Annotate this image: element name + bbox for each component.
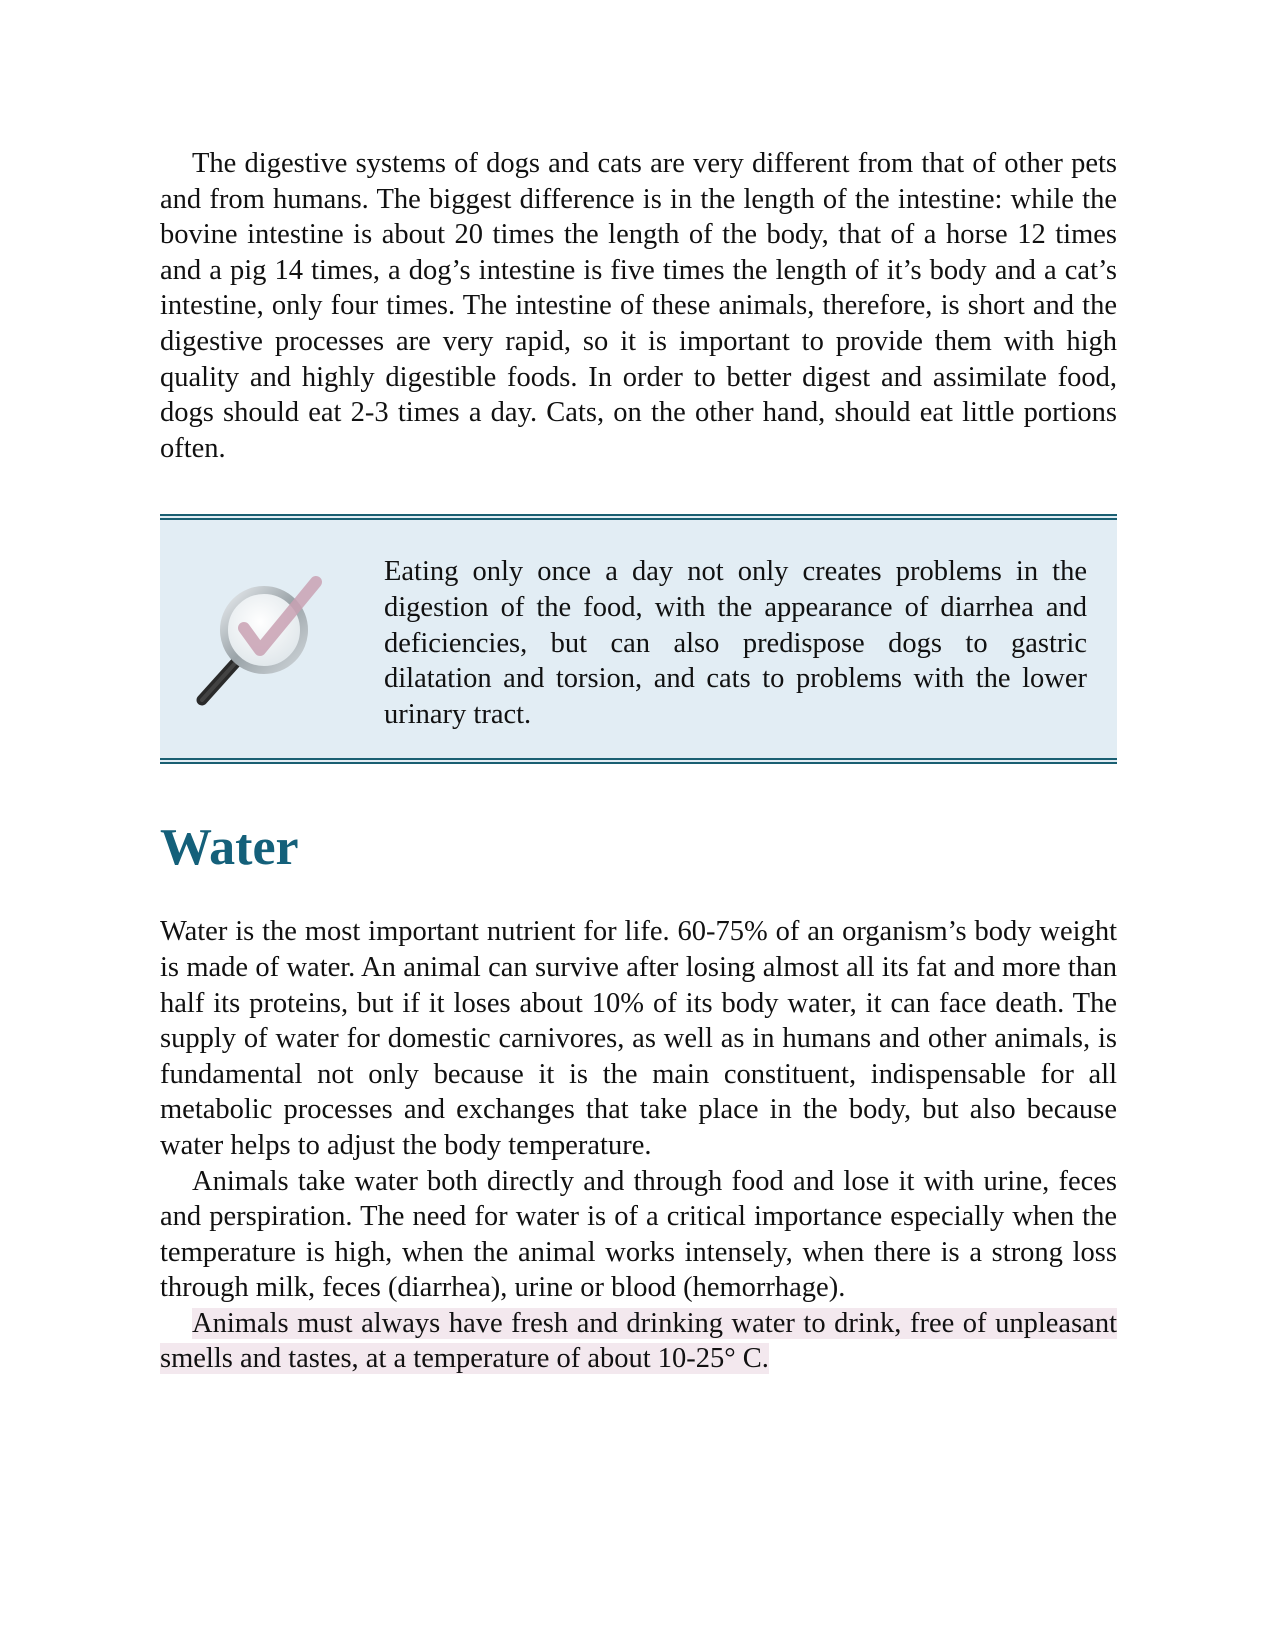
magnifier-check-icon [188,572,328,712]
callout-text: Eating only once a day not only creates problems in the digestion of the food, with the appearance of diarrhea and deficiencies, but can also predispose dogs to gastric dilatation and torsion, and cats to problems with the lower urinary tract. [384,556,1087,730]
water-paragraph-3 [160,1306,1117,1377]
water-section-body [160,914,1117,1377]
document-page [160,146,1117,1377]
tip-callout-box [160,514,1117,764]
water-paragraph-2: Animals take water both directly and through food and lose it with urine, feces and perspiration. The need for water is of a critical importance especially when the temperature is high, when the animal works intensely, when there is a strong loss through milk, feces (diarrhea), urine or blood (hemorrhage). [160,1165,1117,1304]
highlighted-text: Animals must always have fresh and drinking water to drink, free of unpleasant smells and tastes, at a temperature of about 10-25° C. [160,1307,1117,1375]
water-heading: Water [160,819,299,877]
intro-paragraph: The digestive systems of dogs and cats are very different from that of other pets and from humans. The biggest difference is in the length of the intestine: while the bovine intestine is about 20 times the length of the body, that of a horse 12 times and a pig 14 times, a dog’s intestine is five times the length of it’s body and a cat’s intestine, only four times. The intestine of these animals, therefore, is short and the digestive processes are very rapid, so it is important to provide them with high quality and highly digestible foods. In order to better digest and assimilate food, dogs should eat 2-3 times a day. Cats, on the other hand, should eat little portions often. [160,148,1117,464]
water-paragraph-1: Water is the most important nutrient for life. 60-75% of an organism’s body weight is made of water. An animal can survive after losing almost all its fat and more than half its proteins, but if it loses about 10% of its body water, it can face death. The supply of water for domestic carnivores, as well as in humans and other animals, is fundamental not only because it is the main constituent, indispensable for all metabolic processes and exchanges that take place in the body, but also because water helps to adjust the body temperature. [160,916,1117,1161]
